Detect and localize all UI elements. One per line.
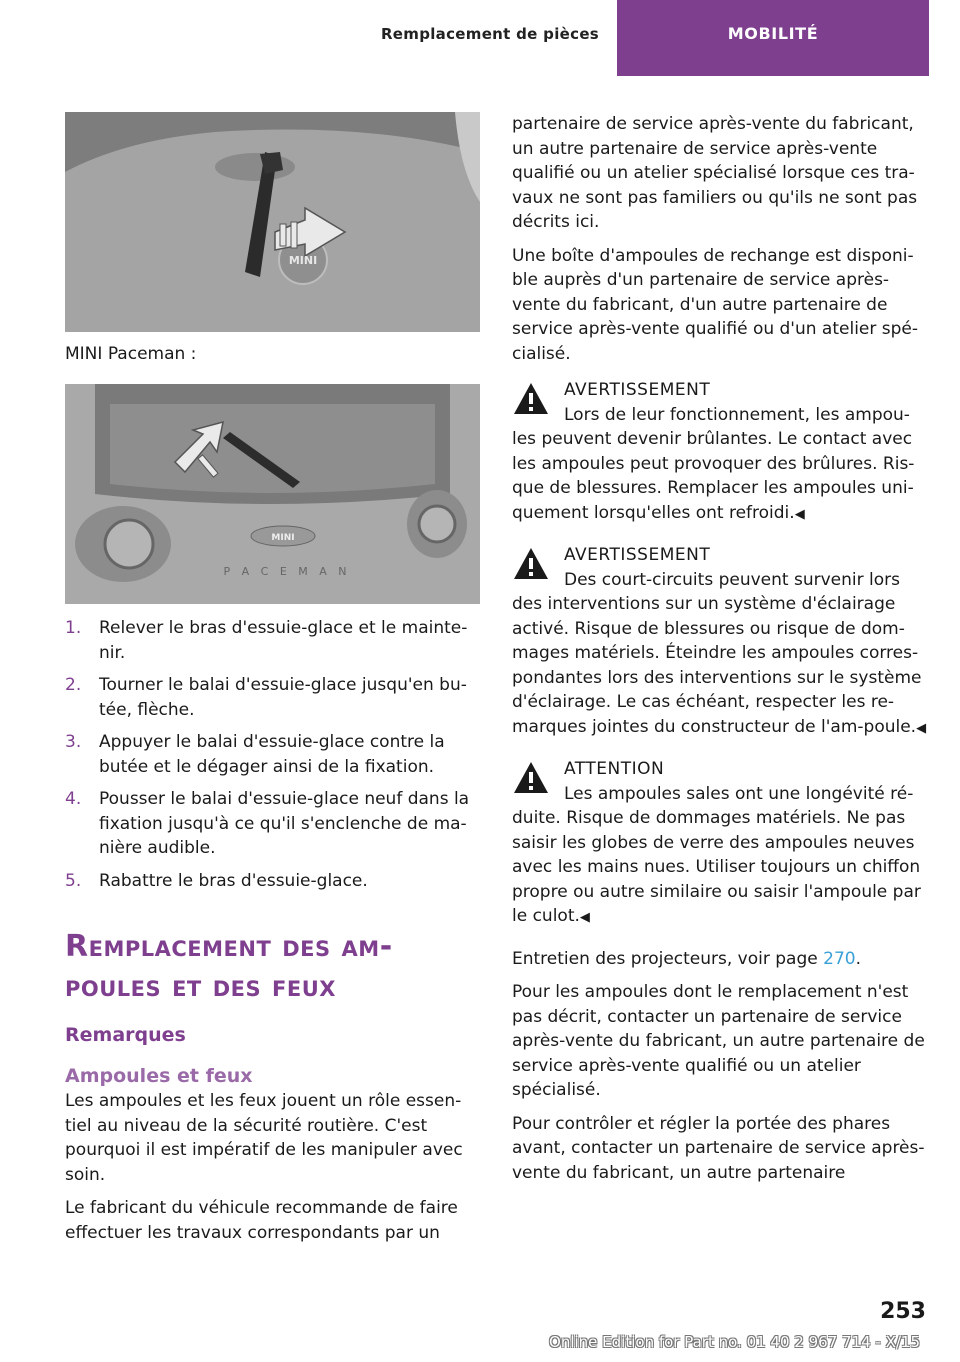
end-marker: ◀: [579, 910, 590, 925]
step-item: [65, 730, 480, 779]
paragraph: partenaire de service après-vente du fabricant, un autre partenaire de service après-vente qualifié ou un atelier spécialisé lorsque ces tra-vaux ne sont pas familiers ou qu'ils ne sont pas décrits ici.: [512, 114, 918, 232]
paragraph: Pour les ampoules dont le remplacement n'est pas décrit, contacter un partenaire de service après-vente du fabricant, un autre partenaire de service après-vente qualifié ou un atelier spécialisé.: [512, 982, 925, 1100]
step-text: Relever le bras d'essuie-glace et le mainte-nir.: [99, 618, 468, 663]
page-link[interactable]: 270: [823, 948, 856, 969]
chapter-tab-label: MOBILITÉ: [727, 24, 819, 43]
step-number: 1.: [65, 618, 82, 638]
subsection-title: Remarques: [65, 1024, 186, 1046]
left-column: [65, 112, 480, 1254]
paragraph: Les ampoules et les feux jouent un rôle essen-tiel au niveau de la sécurité routière. C'est pourquoi il est impératif de les manipuler avec soin.: [65, 1091, 463, 1185]
step-number: 5.: [65, 870, 82, 891]
paceman-emblem-text: MINI: [271, 533, 295, 543]
paragraph: Une boîte d'ampoules de rechange est disponi-ble auprès d'un partenaire de service après-vente du fabricant, d'un autre partenaire de service après-vente qualifié ou d'un atelier spé-cialisé.: [512, 245, 919, 364]
warning-title: AVERTISSEMENT: [564, 380, 711, 400]
caution-block: [512, 757, 927, 931]
right-column: [512, 112, 927, 1194]
step-item: [65, 616, 480, 665]
page-number: 253: [880, 1299, 926, 1324]
warning-title: AVERTISSEMENT: [564, 545, 711, 565]
step-item: [65, 787, 480, 861]
step-text: Tourner le balai d'essuie-glace jusqu'en bu-tée, flèche.: [99, 675, 467, 720]
wiper-steps-list: [65, 616, 480, 893]
caution-title: ATTENTION: [564, 759, 665, 779]
reference-line: [512, 947, 927, 972]
warning-text: des interventions sur un système d'éclairage activé. Risque de blessures ou risque de dom-mages matériels. Éteindre les ampoules corres-pondantes lors des interventions sur le système d'éclairage. Le cas échéant, respecter les re-marques jointes du constructeur de l'am-poule.: [512, 594, 922, 737]
running-header: Remplacement de pièces: [380, 25, 600, 43]
step-item: [65, 869, 480, 894]
wiper-photo-paceman: [65, 384, 480, 604]
warning-first-line: Des court-circuits peuvent survenir lors: [564, 569, 900, 590]
step-number: 4.: [65, 789, 82, 809]
step-number: 2.: [65, 675, 82, 695]
section-title: Remplacement des am-poules et des feux: [65, 929, 393, 1004]
warning-text: les peuvent devenir brûlantes. Le contact avec les ampoules peut provoquer des brûlures. Ris-que de blessures. Remplacer les ampoules uni-quement lorsqu'elles ont refroidi.: [512, 429, 915, 523]
caption-paceman: MINI Paceman :: [65, 344, 197, 364]
subsubsection-title: Ampoules et feux: [65, 1065, 253, 1087]
step-text: Appuyer le balai d'essuie-glace contre la butée et le dégager ainsi de la fixation.: [99, 732, 445, 777]
step-text: Pousser le balai d'essuie-glace neuf dans la fixation jusqu'à ce qu'il s'enclenche de ma-nière audible.: [99, 789, 470, 858]
warning-block: [512, 543, 927, 741]
caution-first-line: Les ampoules sales ont une longévité ré-: [564, 783, 914, 804]
warning-block: [512, 378, 927, 527]
warning-first-line: Lors de leur fonctionnement, les ampou-: [564, 404, 910, 425]
step-number: 3.: [65, 732, 82, 752]
warning-triangle-icon: [512, 380, 550, 418]
paragraph: Pour contrôler et régler la portée des phares avant, contacter un partenaire de service après-vente du fabricant, un autre partenaire: [512, 1113, 925, 1183]
step-item: [65, 673, 480, 722]
top-emblem-text: MINI: [288, 254, 318, 267]
warning-triangle-icon: [512, 545, 550, 583]
end-marker: ◀: [794, 506, 805, 522]
paragraph: Le fabricant du véhicule recommande de faire effectuer les travaux correspondants par un: [65, 1198, 458, 1243]
end-marker: ◀: [916, 720, 927, 736]
wiper-photo-top: [65, 112, 480, 332]
reference-suffix: .: [855, 948, 861, 969]
paceman-badge-text: P A C E M A N: [223, 565, 351, 578]
footer-edition: Online Edition for Part no. 01 40 2 967 714 - X/15: [549, 1333, 920, 1351]
reference-text: Entretien des projecteurs, voir page: [512, 948, 824, 969]
step-text: Rabattre le bras d'essuie-glace.: [99, 870, 368, 891]
chapter-tab: [617, 0, 929, 76]
caution-text: duite. Risque de dommages matériels. Ne pas saisir les globes de verre des ampoules neuves avec les mains nues. Utiliser toujours un chiffon propre ou autre similaire ou saisir l'ampoule par le culot.: [512, 808, 921, 926]
warning-triangle-icon: [512, 759, 550, 797]
